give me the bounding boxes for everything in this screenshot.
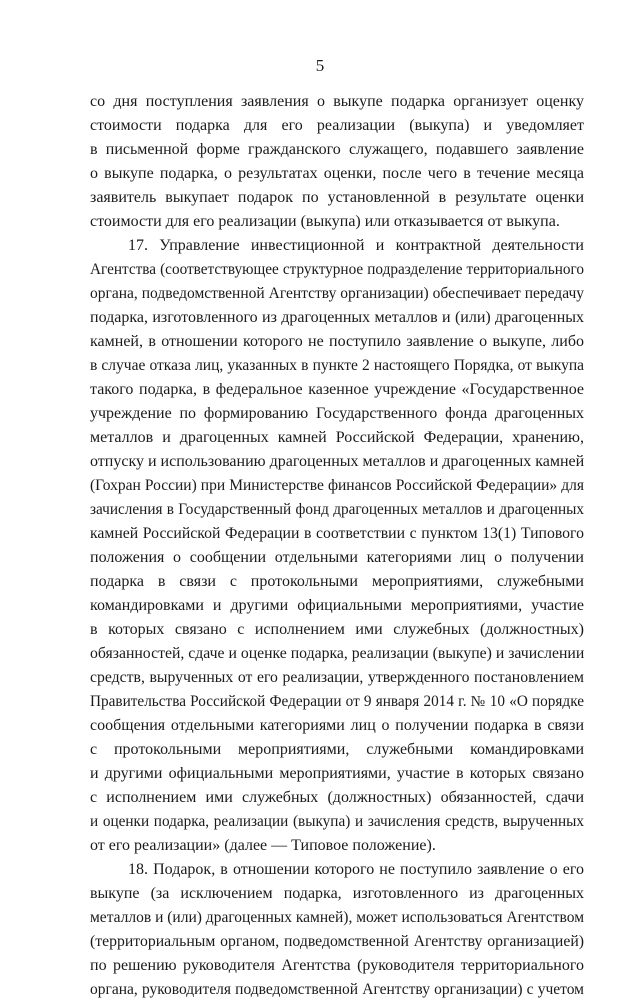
text-line: о выкупе подарка, о результатах оценки, после чего в течение месяца xyxy=(90,165,584,182)
text-line: камней, в отношении которого не поступило заявление о выкупе, либо xyxy=(90,333,584,350)
text-line: органа, подведомственной Агентству организации) обеспечивает передачу xyxy=(90,285,584,302)
body-text xyxy=(90,90,584,1002)
text-line: 18. Подарок, в отношении которого не поступило заявление о его xyxy=(128,861,584,878)
text-line: в письменной форме гражданского служащего, подавшего заявление xyxy=(90,141,584,158)
page-number: 5 xyxy=(315,56,325,75)
text-line: по решению руководителя Агентства (руководителя территориального xyxy=(90,957,584,974)
text-line: подарка, изготовленного из драгоценных металлов и (или) драгоценных xyxy=(90,309,584,326)
text-line: металлов и (или) драгоценных камней), может использоваться Агентством xyxy=(90,909,584,926)
text-line: командировками и другими официальными мероприятиями, участие xyxy=(90,597,584,614)
text-line: стоимости подарка для его реализации (выкупа) и уведомляет xyxy=(90,117,584,134)
text-line: положения о сообщении отдельными категориями лиц о получении xyxy=(90,549,584,566)
text-line: в случае отказа лиц, указанных в пункте 2 настоящего Порядка, от выкупа xyxy=(90,357,584,374)
text-line: металлов и драгоценных камней Российской Федерации, хранению, xyxy=(90,429,584,446)
text-line: зачисления в Государственный фонд драгоценных металлов и драгоценных xyxy=(90,501,584,518)
text-line: обязанностей, сдаче и оценке подарка, реализации (выкупе) и зачислении xyxy=(90,645,584,662)
text-line: заявитель выкупает подарок по установленной в результате оценки xyxy=(90,189,584,206)
text-line: сообщения отдельными категориями лиц о получении подарка в связи xyxy=(90,717,584,734)
text-line: средств, вырученных от его реализации, утвержденного постановлением xyxy=(90,669,584,686)
text-line: с исполнением ими служебных (должностных) обязанностей, сдачи xyxy=(90,789,584,806)
text-line: (территориальным органом, подведомственной Агентству организацией) xyxy=(90,933,584,950)
text-line: в которых связано с исполнением ими служебных (должностных) xyxy=(90,621,584,638)
text-line: с протокольными мероприятиями, служебными командировками xyxy=(90,741,584,758)
text-line: отпуску и использованию драгоценных металлов и драгоценных камней xyxy=(90,453,584,470)
text-line: и другими официальными мероприятиями, участие в которых связано xyxy=(90,765,584,782)
text-line: камней Российской Федерации в соответствии с пунктом 13(1) Типового xyxy=(90,525,584,542)
text-line: от его реализации» (далее — Типовое положение). xyxy=(90,837,436,854)
text-line: стоимости для его реализации (выкупа) или отказывается от выкупа. xyxy=(90,213,560,230)
text-line: со дня поступления заявления о выкупе подарка организует оценку xyxy=(90,93,584,110)
text-line: учреждение по формированию Государственного фонда драгоценных xyxy=(90,405,584,422)
text-line: 17. Управление инвестиционной и контрактной деятельности xyxy=(128,237,584,254)
text-line: выкупе (за исключением подарка, изготовленного из драгоценных xyxy=(90,885,584,902)
text-line: Правительства Российской Федерации от 9 января 2014 г. № 10 «О порядке xyxy=(90,693,584,710)
text-line: подарка в связи с протокольными мероприятиями, служебными xyxy=(90,573,584,590)
text-line: Агентства (соответствующее структурное подразделение территориального xyxy=(90,261,584,278)
text-line: и оценки подарка, реализации (выкупа) и зачисления средств, вырученных xyxy=(90,813,584,830)
text-line: (Гохран России) при Министерстве финансов Российской Федерации» для xyxy=(90,477,584,494)
text-line: органа, руководителя подведомственной Агентству организации) с учетом xyxy=(90,981,584,998)
text-line: такого подарка, в федеральное казенное учреждение «Государственное xyxy=(90,381,584,398)
